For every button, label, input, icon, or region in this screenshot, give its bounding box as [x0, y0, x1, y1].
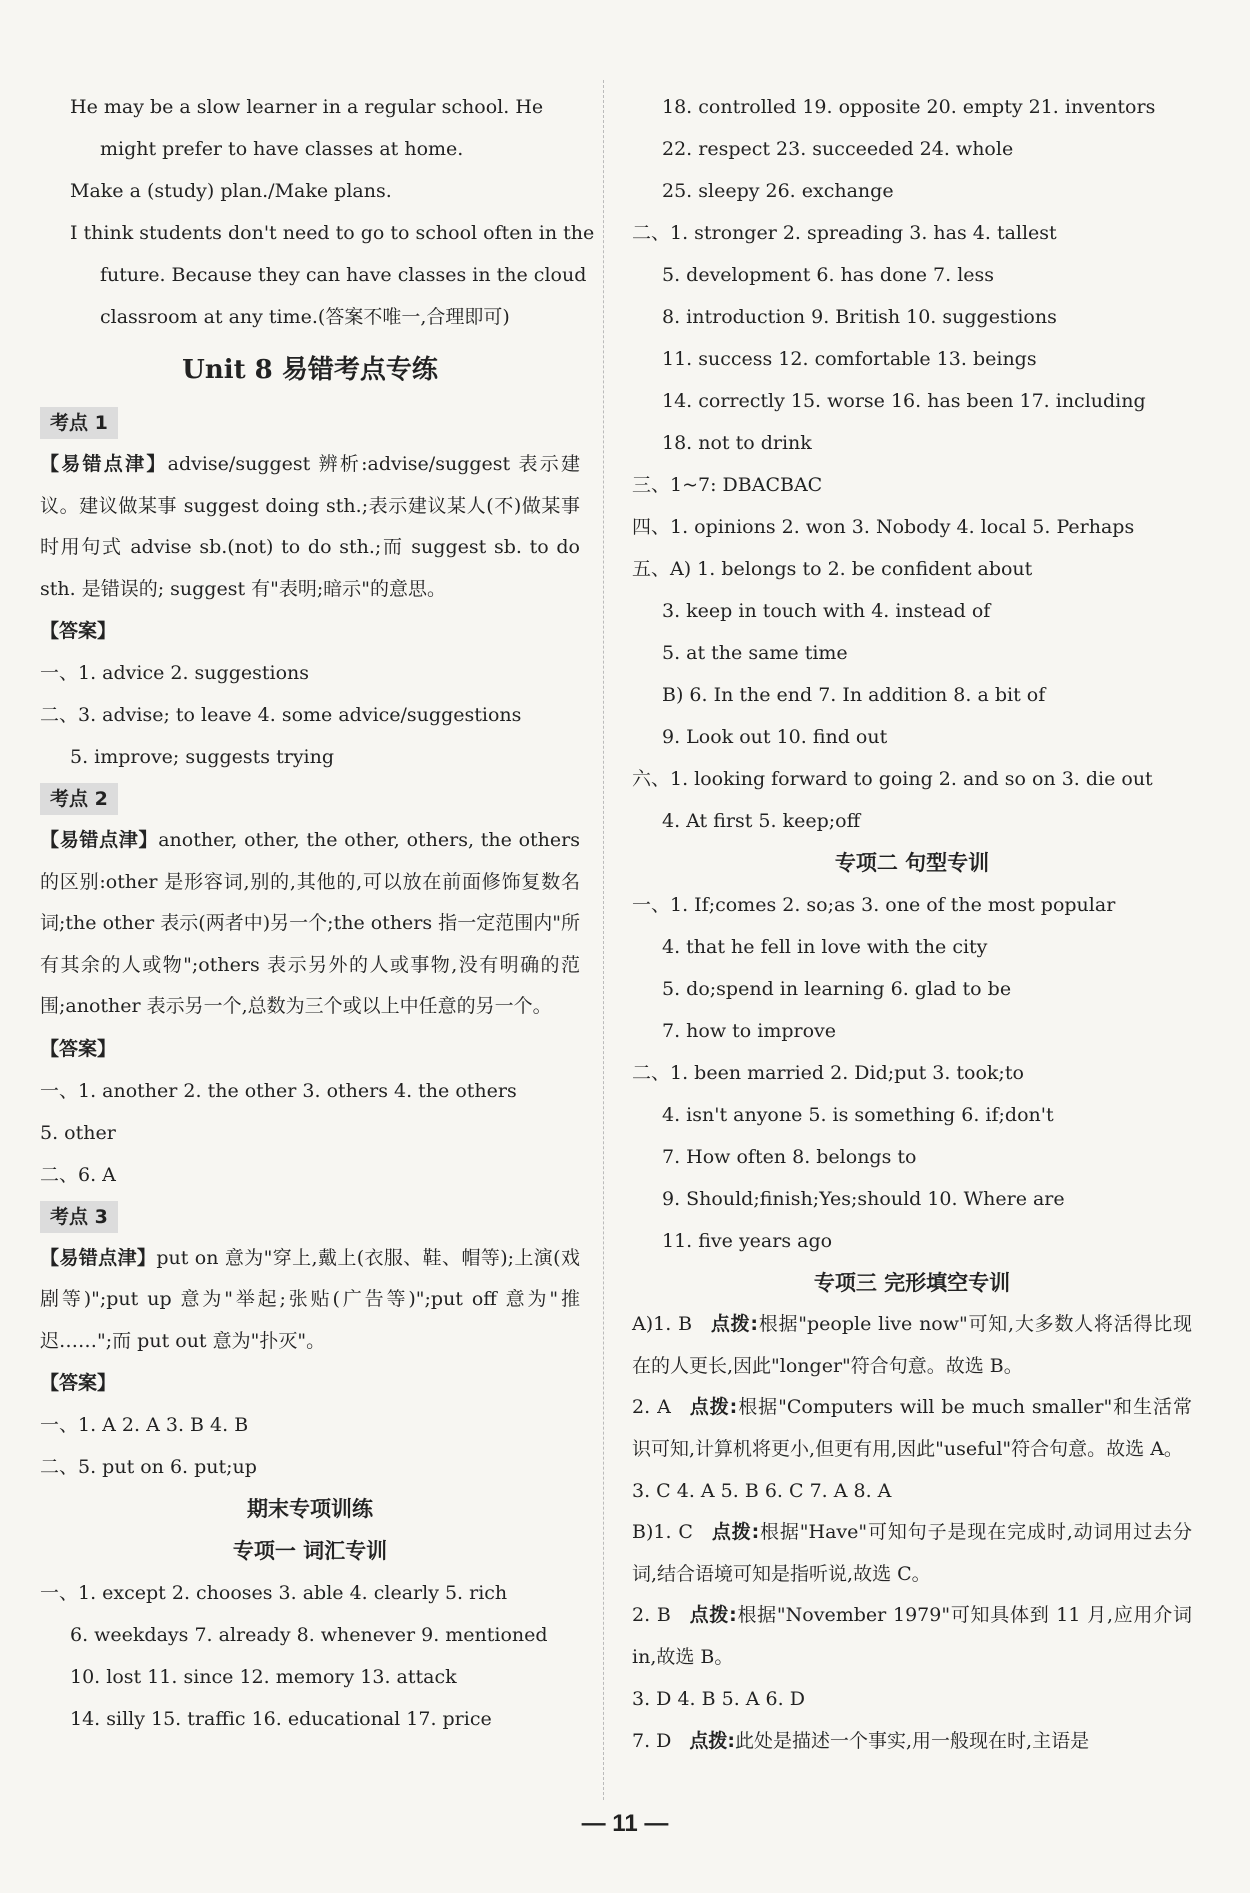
sentence-answers-4: 7. how to improve: [662, 1020, 837, 1042]
kaodian-3-answer-1: 一、1. A 2. A 3. B 4. B: [40, 1414, 249, 1436]
vocab-section-title: 专项一 词汇专训: [232, 1539, 388, 1563]
answer-17-line2: might prefer to have classes at home.: [100, 138, 464, 160]
vocab-answers-7: 25. sleepy 26. exchange: [662, 180, 894, 202]
column-divider: [603, 80, 604, 1800]
vocab-part3: 三、1~7: DBACBAC: [632, 474, 823, 496]
sentence-answers-5: 二、1. been married 2. Did;put 3. took;to: [632, 1062, 1024, 1084]
vocab-part6-1: 六、1. looking forward to going 2. and so on 3. die out: [632, 768, 1153, 790]
answer-18: Make a (study) plan./Make plans.: [70, 180, 392, 202]
note-tag: 【易错点津】: [40, 1246, 157, 1269]
unit-title: Unit 8 易错考点专练: [182, 355, 438, 385]
hint-tag: 点拨:: [710, 1521, 760, 1543]
kaodian-3-label: 考点 3: [40, 1201, 118, 1233]
vocab-part6-2: 4. At first 5. keep;off: [662, 810, 861, 832]
sentence-answers-3: 5. do;spend in learning 6. glad to be: [662, 978, 1012, 1000]
cloze-answer-a1: [632, 1304, 1192, 1387]
kaodian-1-answer-1: 一、1. advice 2. suggestions: [40, 662, 310, 684]
vocab-part5-1: 五、A) 1. belongs to 2. be confident about: [632, 558, 1033, 580]
kaodian-2-answer-2: 5. other: [40, 1121, 116, 1144]
vocab-part2-1: 二、1. stronger 2. spreading 3. has 4. tallest: [632, 222, 1057, 244]
page-number: — 11 —: [581, 1810, 669, 1837]
answer-head: 2. B: [632, 1604, 671, 1626]
vocab-part2-2: 5. development 6. has done 7. less: [662, 264, 995, 286]
vocab-part5-3: 5. at the same time: [662, 642, 848, 664]
hint-text: 根据"Have"可知句子是现在完成时,动词用过去分词,结合语境可知是指听说,故选 C。: [632, 1521, 1192, 1585]
hint-tag: 点拨:: [689, 1730, 736, 1752]
hint-tag: 点拨:: [688, 1396, 738, 1418]
vocab-part5-5: 9. Look out 10. find out: [662, 726, 888, 748]
hint-tag: 点拨:: [688, 1604, 737, 1626]
answer-19-line3: classroom at any time.(答案不唯一,合理即可): [100, 306, 510, 328]
answer-head: 7. D: [632, 1730, 672, 1752]
note-tag: 【易错点津】: [40, 453, 168, 475]
kaodian-1-label: 考点 1: [40, 407, 118, 439]
kaodian-2-note: [40, 820, 580, 1028]
answer-tag: 【答案】: [40, 1037, 117, 1060]
vocab-part5-2: 3. keep in touch with 4. instead of: [662, 600, 991, 622]
vocab-part5-4: B) 6. In the end 7. In addition 8. a bit of: [662, 684, 1046, 706]
kaodian-2-answer-1: 一、1. another 2. the other 3. others 4. the others: [40, 1079, 517, 1102]
vocab-part2-5: 14. correctly 15. worse 16. has been 17. including: [662, 390, 1146, 412]
vocab-part2-6: 18. not to drink: [662, 432, 812, 454]
answer-tag: 【答案】: [40, 620, 117, 642]
answer-tag: 【答案】: [40, 1372, 117, 1394]
note-text: advise/suggest 辨析:advise/suggest 表示建议。建议做某事 suggest doing sth.;表示建议某人(不)做某事时用句式 advise sb.(not) to do sth.;而 suggest sb. to do sth. 是错误的; suggest 有"表明;暗示"的意思。: [40, 453, 580, 600]
answer-head: A)1. B: [632, 1313, 693, 1335]
vocab-answers-4: 14. silly 15. traffic 16. educational 17. price: [70, 1708, 492, 1730]
kaodian-2-answer-3: 二、6. A: [40, 1163, 116, 1186]
sentence-answers-7: 7. How often 8. belongs to: [662, 1146, 917, 1168]
note-text: put on 意为"穿上,戴上(衣服、鞋、帽等);上演(戏剧等)";put up 意为"举起;张贴(广告等)";put off 意为"推迟……";而 put out 意为"扑灭"。: [40, 1246, 580, 1352]
sentence-answers-8: 9. Should;finish;Yes;should 10. Where are: [662, 1188, 1065, 1210]
hint-tag: 点拨:: [710, 1313, 758, 1335]
hint-text: 根据"people live now"可知,大多数人将活得比现在的人更长,因此"longer"符合句意。故选 B。: [632, 1313, 1193, 1377]
cloze-section-title: 专项三 完形填空专训: [813, 1271, 1011, 1295]
answer-17-line1: He may be a slow learner in a regular school. He: [70, 96, 544, 118]
cloze-answer-b7: [632, 1720, 1192, 1762]
sentence-answers-9: 11. five years ago: [662, 1230, 833, 1252]
vocab-answers-3: 10. lost 11. since 12. memory 13. attack: [70, 1666, 457, 1688]
answer-head: 2. A: [632, 1396, 671, 1418]
vocab-part4: 四、1. opinions 2. won 3. Nobody 4. local 5. Perhaps: [632, 516, 1135, 538]
kaodian-2-label: 考点 2: [40, 783, 118, 815]
sentence-answers-6: 4. isn't anyone 5. is something 6. if;don't: [662, 1104, 1054, 1126]
cloze-answers-a3: 3. C 4. A 5. B 6. C 7. A 8. A: [632, 1480, 892, 1502]
kaodian-3-note: [40, 1238, 580, 1363]
hint-text: 此处是描述一个事实,用一般现在时,主语是: [735, 1730, 1090, 1752]
hint-text: 根据"November 1979"可知具体到 11 月,应用介词 in,故选 B。: [632, 1604, 1192, 1668]
kaodian-1-note: [40, 444, 580, 610]
kaodian-1-answer-3: 5. improve; suggests trying: [70, 746, 335, 768]
vocab-part2-3: 8. introduction 9. British 10. suggestions: [662, 306, 1057, 328]
answer-19-line2: future. Because they can have classes in the cloud: [100, 264, 587, 286]
cloze-answer-b2: [632, 1595, 1192, 1678]
vocab-part2-4: 11. success 12. comfortable 13. beings: [662, 348, 1037, 370]
note-text: another, other, the other, others, the others 的区别:other 是形容词,别的,其他的,可以放在前面修饰复数名词;the other 表示(两者中)另一个;the others 指一定范围内"所有其余的人或物";others 表示另外的人或事物,没有明确的范围;another 表示另一个,总数为三个或以上中任意的另一个。: [40, 829, 580, 1017]
note-tag: 【易错点津】: [40, 829, 159, 851]
cloze-answers-b3: 3. D 4. B 5. A 6. D: [632, 1688, 805, 1710]
vocab-answers-5: 18. controlled 19. opposite 20. empty 21. inventors: [662, 96, 1156, 118]
answer-19-line1: I think students don't need to go to school often in the: [70, 222, 595, 244]
vocab-answers-2: 6. weekdays 7. already 8. whenever 9. mentioned: [70, 1624, 548, 1646]
vocab-answers-1: 一、1. except 2. chooses 3. able 4. clearly 5. rich: [40, 1582, 508, 1604]
left-column: [40, 86, 595, 1740]
cloze-answer-b1: [632, 1512, 1192, 1595]
sentence-answers-1: 一、1. If;comes 2. so;as 3. one of the most popular: [632, 894, 1116, 916]
sentence-answers-2: 4. that he fell in love with the city: [662, 936, 988, 958]
kaodian-1-answer-2: 二、3. advise; to leave 4. some advice/suggestions: [40, 704, 522, 726]
vocab-answers-6: 22. respect 23. succeeded 24. whole: [662, 138, 1014, 160]
hint-text: 根据"Computers will be much smaller"和生活常识可知,计算机将更小,但更有用,因此"useful"符合句意。故选 A。: [632, 1396, 1192, 1460]
kaodian-3-answer-2: 二、5. put on 6. put;up: [40, 1456, 257, 1478]
answer-head: B)1. C: [632, 1521, 693, 1543]
cloze-answer-a2: [632, 1387, 1192, 1470]
final-training-title: 期末专项训练: [247, 1497, 373, 1521]
right-column: [632, 86, 1192, 1762]
sentence-section-title: 专项二 句型专训: [834, 851, 990, 875]
